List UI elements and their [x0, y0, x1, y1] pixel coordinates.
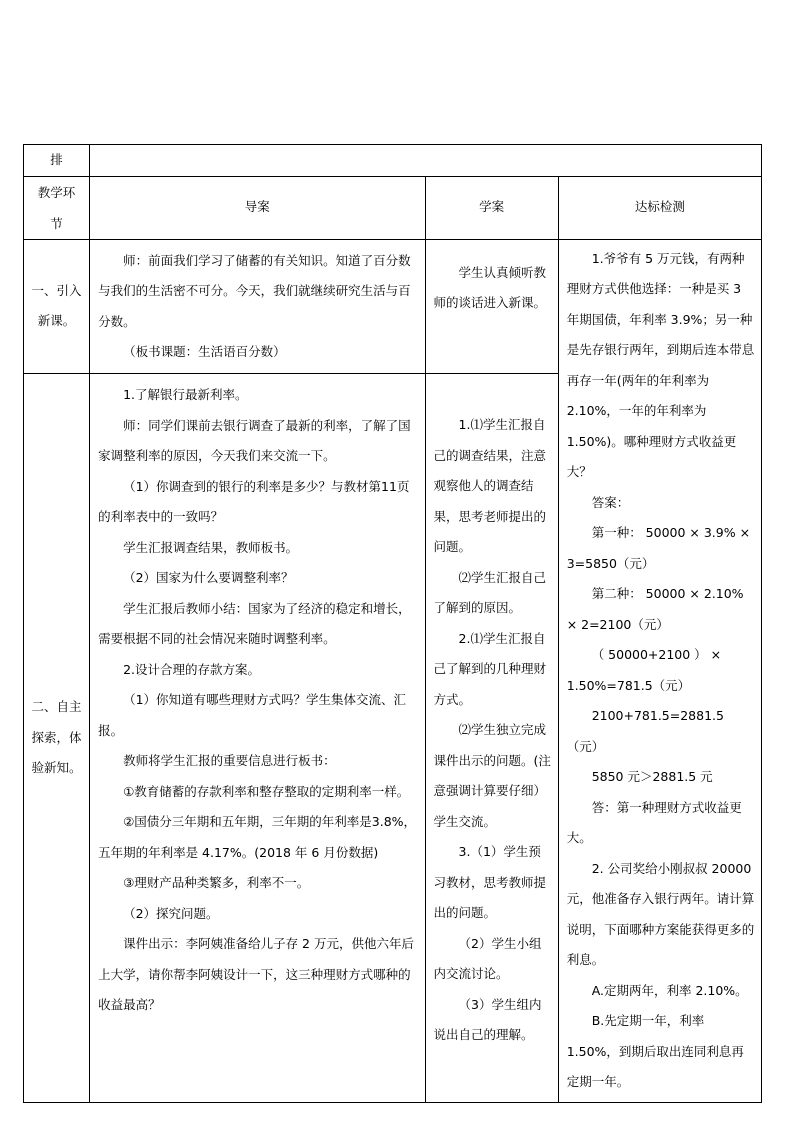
stage1-guide	[90, 239, 425, 374]
check-calc-2: 第二种： 50000 × 2.10% × 2=2100（元）	[566, 586, 744, 632]
header-guide: 导案	[90, 176, 425, 239]
stage1-label-line2: 新课。	[37, 313, 76, 329]
stage2-study-para: （2）学生小组内交流讨论。	[433, 935, 542, 982]
stage1-study-para: 学生认真倾听教师的谈话进入新课。	[433, 264, 547, 310]
stage1-guide-para: 师：前面我们学习了储蓄的有关知识。知道了百分数与我们的生活密不可分。今天，我们就继续研究生活与百分数。	[98, 252, 411, 329]
top-row-empty	[90, 145, 762, 177]
stage2-guide-para: 学生汇报调查结果，教师板书。	[123, 539, 299, 555]
check-calc-3: （ 50000+2100 ） × 1.50%=781.5（元）	[566, 647, 722, 693]
check-calc-4: 2100+781.5=2881.5（元）	[566, 708, 724, 754]
stage2-guide-para: （1）你调查到的银行的利率是多少？与教材第11页的利率表中的一致吗？	[98, 478, 410, 525]
header-row	[24, 176, 762, 239]
stage2-study	[425, 374, 558, 1102]
top-row-label: 排	[24, 145, 90, 177]
stage2-study-para: 3.（1）学生预习教材，思考教师提出的问题。	[433, 844, 547, 921]
stage2-guide-para: ①教育储蓄的存款利率和整存整取的定期利率一样。	[123, 783, 410, 799]
check-question-2: 2. 公司奖给小刚叔叔 20000元，他准备存入银行两年。请计算说明，下面哪种方案能获得更多的利息。	[566, 860, 755, 967]
stage2-label-line2: 探索，体	[31, 729, 82, 745]
stage2-study-para: 2.⑴学生汇报自己了解到的几种理财方式。	[433, 630, 547, 707]
lesson-plan-table	[23, 144, 762, 1103]
header-stage-line1: 教学环	[37, 184, 76, 200]
header-check: 达标检测	[558, 176, 761, 239]
stage2-guide-para: ③理财产品种类繁多，利率不一。	[123, 875, 310, 891]
stage1-label-line1: 一、引入	[31, 282, 82, 298]
header-stage-line2: 节	[50, 215, 63, 231]
stage2-study-para: 1.⑴学生汇报自己的调查结果，注意观察他人的调查结果，思考老师提出的问题。	[433, 417, 547, 555]
check-question-1: 1.爷爷有 5 万元钱，有两种理财方式供他选择：一种是买 3 年期国债，年利率 3.9%；另一种是先存银行两年，到期后连本带息再存一年(两年的年利率为 2.10%，一年的年利率为 1.50%)。哪种理财方式收益更大？	[566, 250, 755, 479]
stage2-guide-para: 课件出示：李阿姨准备给儿子存 2 万元，供他六年后上大学，请你帮李阿姨设计一下，这三种理财方式哪种的收益最高？	[98, 936, 414, 1013]
check-option-a: A.定期两年，利率 2.10%。	[591, 982, 748, 998]
stage2-label-line1: 二、自主	[31, 699, 82, 715]
stage1-row	[24, 239, 762, 374]
top-row	[24, 145, 762, 177]
check-column	[558, 239, 761, 1102]
stage2-guide-para: 师：同学们课前去银行调查了最新的利率，了解了国家调整利率的原因，今天我们来交流一下。	[98, 417, 411, 464]
stage2-label-line3: 验新知。	[31, 760, 82, 776]
header-study: 学案	[425, 176, 558, 239]
stage2-guide-para: 学生汇报后教师小结：国家为了经济的稳定和增长，需要根据不同的社会情况来随时调整利率。	[98, 600, 411, 647]
check-calc-1: 第一种： 50000 × 3.9% × 3=5850（元）	[566, 525, 751, 571]
stage2-guide-para: 教师将学生汇报的重要信息进行板书：	[123, 753, 336, 769]
stage2-guide-para: ②国债分三年期和五年期，三年期的年利率是3.8%，五年期的年利率是 4.17%。(2018 年 6 月份数据)	[98, 814, 417, 860]
stage1-guide-para: （板书课题：生活语百分数）	[123, 344, 286, 359]
stage2-guide-para: （2）国家为什么要调整利率？	[123, 570, 294, 586]
stage2-guide-para: （1）你知道有哪些理财方式吗？学生集体交流、汇报。	[98, 692, 407, 738]
check-answer-1: 答：第一种理财方式收益更大。	[566, 799, 742, 845]
stage2-guide	[90, 374, 425, 1102]
stage1-label	[24, 239, 90, 374]
stage2-study-para: （3）学生组内说出自己的理解。	[433, 996, 542, 1043]
stage2-study-para: ⑵学生汇报自己了解到的原因。	[433, 569, 547, 616]
header-stage	[24, 176, 90, 239]
stage2-study-para: ⑵学生独立完成课件出示的问题。(注意强调计算要仔细）学生交流。	[433, 722, 551, 829]
stage2-guide-para: 2.设计合理的存款方案。	[123, 661, 261, 677]
stage2-label	[24, 374, 90, 1102]
stage2-guide-para: 1.了解银行最新利率。	[123, 387, 248, 403]
stage2-guide-para: （2）探究问题。	[123, 905, 219, 921]
stage1-study	[425, 239, 558, 374]
check-answer-label: 答案：	[591, 494, 630, 510]
check-compare: 5850 元＞2881.5 元	[591, 769, 713, 784]
check-option-b: B.先定期一年，利率 1.50%，到期后取出连同利息再定期一年。	[566, 1013, 744, 1089]
